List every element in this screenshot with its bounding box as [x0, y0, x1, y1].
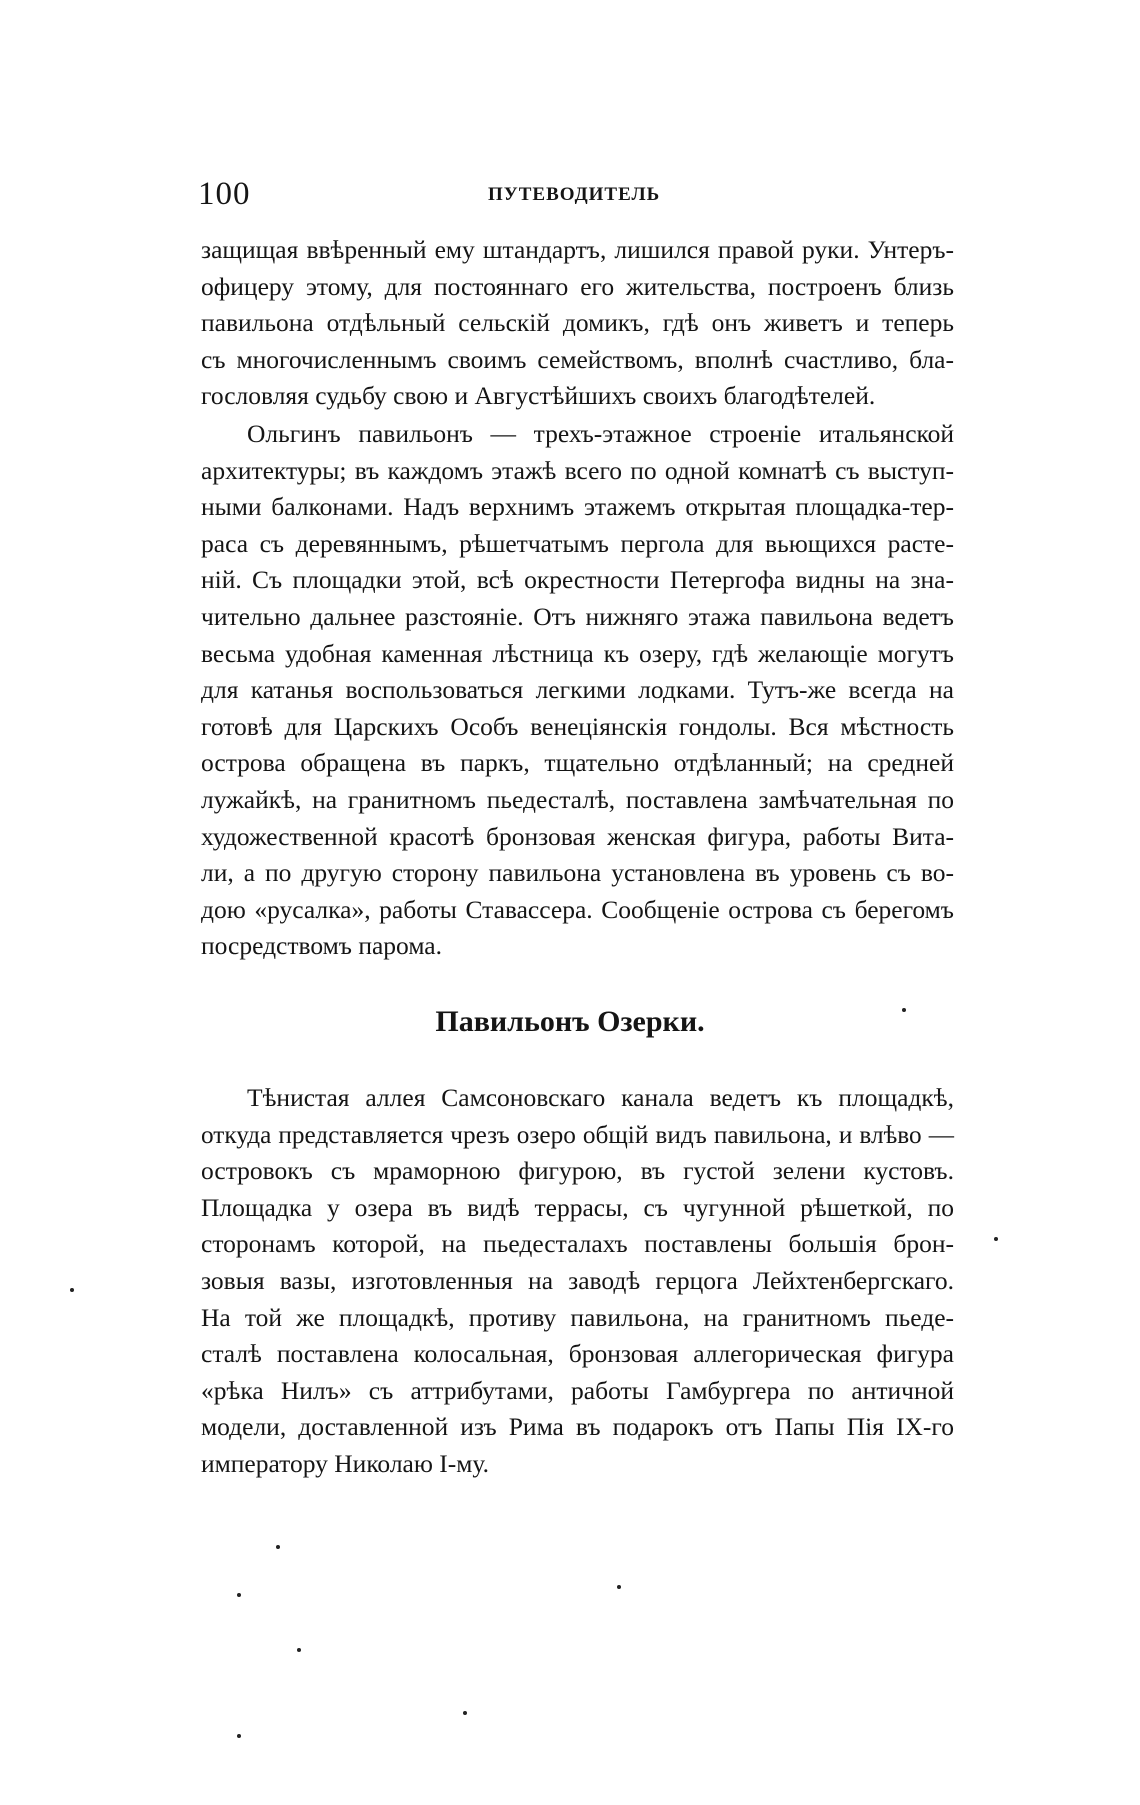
text-line: модели, доставленной изъ Рима въ подарокъ отъ Папы Пія IX-го: [201, 1412, 954, 1442]
text-line: посредствомъ парома.: [201, 931, 442, 961]
text-line: художественной красотѣ бронзовая женская фигура, работы Вита-: [201, 821, 954, 851]
text-line: готовѣ для Царскихъ Особъ венеціянскія гондолы. Вся мѣстность: [201, 711, 954, 741]
text-line: ными балконами. Надъ верхнимъ этажемъ открытая площадка-тер-: [201, 492, 954, 522]
text-line: для катанья воспользоваться легкими лодками. Тутъ-же всегда на: [201, 675, 954, 705]
text-line: защищая ввѣренный ему штандартъ, лишился правой руки. Унтеръ-: [201, 235, 954, 264]
text-line: чительно дальнее разстояніе. Отъ нижняго этажа павильона ведетъ: [201, 601, 954, 631]
text-line: ній. Съ площадки этой, всѣ окрестности Петергофа видны на зна-: [201, 565, 954, 595]
section-heading: Павильонъ Озерки.: [435, 1005, 705, 1038]
page-number: 100: [198, 176, 251, 212]
running-title: ПУТЕВОДИТЕЛЬ: [488, 184, 661, 205]
text-line: офицеру этому, для постояннаго его жительства, построенъ близь: [201, 271, 954, 301]
text-line: Площадка у озера въ видѣ террасы, съ чугунной рѣшеткой, по: [201, 1192, 954, 1222]
paragraph-2: [201, 416, 954, 965]
scan-speck: [902, 1008, 906, 1012]
text-line: павильона отдѣльный сельскій домикъ, гдѣ онъ живетъ и теперь: [201, 308, 954, 338]
text-line: Тѣнистая аллея Самсоновскаго канала ведетъ къ площадкѣ,: [247, 1083, 954, 1112]
paragraph-3: [201, 1080, 954, 1483]
text-line: архитектуры; въ каждомъ этажѣ всего по одной комнатѣ съ выступ-: [201, 455, 954, 485]
text-line: сталѣ поставлена колосальная, бронзовая аллегорическая фигура: [201, 1339, 954, 1369]
scan-speck: [237, 1593, 241, 1597]
text-line: острова обращена въ паркъ, тщательно отдѣланный; на средней: [201, 748, 954, 778]
text-line: сторонамъ которой, на пьедесталахъ поставлены большія брон-: [201, 1229, 954, 1259]
text-line: На той же площадкѣ, противу павильона, на гранитномъ пьеде-: [201, 1302, 954, 1332]
scan-speck: [70, 1288, 74, 1292]
scan-speck: [617, 1585, 621, 1589]
scan-speck: [463, 1711, 467, 1715]
text-line: весьма удобная каменная лѣстница къ озеру, гдѣ желающіе могутъ: [201, 638, 954, 668]
text-line: лужайкѣ, на гранитномъ пьедесталѣ, поставлена замѣчательная по: [201, 784, 954, 814]
text-line: дою «русалка», работы Ставассера. Сообщеніе острова съ берегомъ: [201, 894, 954, 924]
text-line: съ многочисленнымъ своимъ семействомъ, вполнѣ счастливо, бла-: [201, 344, 954, 374]
text-line: раса съ деревяннымъ, рѣшетчатымъ пергола для вьющихся расте-: [201, 528, 954, 558]
text-line: Ольгинъ павильонъ — трехъ-этажное строеніе итальянской: [247, 419, 954, 448]
text-line: зовыя вазы, изготовленныя на заводѣ герцога Лейхтенбергскаго.: [201, 1265, 954, 1295]
text-line: гословляя судьбу свою и Августѣйшихъ своихъ благодѣтелей.: [201, 381, 876, 411]
paragraph-1: [201, 232, 954, 415]
scan-speck: [297, 1648, 301, 1652]
text-line: ли, а по другую сторону павильона установлена въ уровень съ во-: [201, 858, 954, 888]
text-line: императору Николаю I-му.: [201, 1448, 489, 1478]
text-line: островокъ съ мраморною фигурою, въ густой зелени кустовъ.: [201, 1156, 954, 1186]
text-line: откуда представляется чрезъ озеро общій видъ павильона, и влѣво —: [201, 1120, 954, 1149]
scan-speck: [276, 1545, 280, 1549]
scan-speck: [994, 1237, 998, 1241]
text-line: «рѣка Нилъ» съ аттрибутами, работы Гамбургера по античной: [201, 1375, 954, 1405]
scan-speck: [237, 1734, 241, 1738]
